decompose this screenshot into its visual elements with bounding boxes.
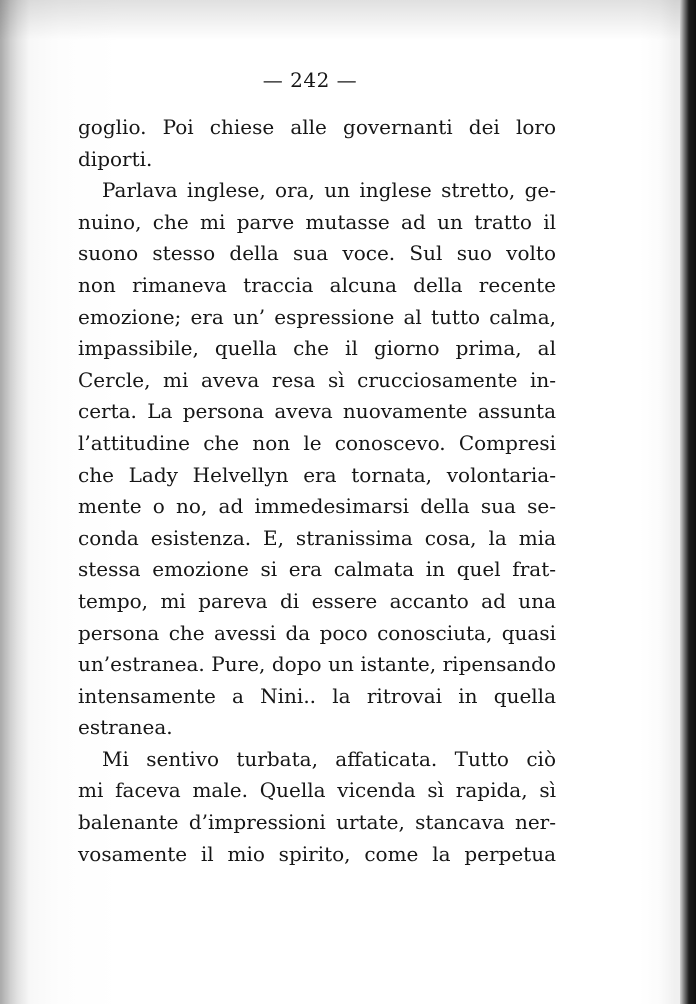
text-line: tempo, mi pareva di essere accanto ad una [78, 588, 556, 613]
text-line: non rimaneva traccia alcuna della recente [78, 272, 556, 297]
text-line: goglio. Poi chiese alle governanti dei loro [78, 115, 556, 139]
text-line: conda esistenza. E, stranissima cosa, la mia [78, 525, 556, 550]
page-top-shadow [0, 0, 696, 40]
text-line: suono stesso della sua voce. Sul suo volto [78, 241, 556, 266]
text-line: certa. La persona aveva nuovamente assunta [78, 399, 556, 424]
text-line: estranea. [78, 715, 173, 740]
page-number: — 242 — [262, 68, 358, 92]
text-line: nuino, che mi parve mutasse ad un tratto il [78, 209, 556, 234]
text-line: vosamente il mio spirito, come la perpetua [78, 841, 556, 866]
text-line: che Lady Helvellyn era tornata, volontaria- [78, 462, 556, 487]
page-right-edge [680, 0, 696, 1004]
text-line: mente o no, ad immedesimarsi della sua se- [78, 494, 556, 519]
text-line: persona che avessi da poco conosciuta, quasi [78, 620, 556, 645]
text-line: diporti. [78, 146, 153, 171]
text-line: un’estranea. Pure, dopo un istante, ripensando [78, 652, 556, 677]
text-line: emozione; era un’ espressione al tutto calma, [78, 304, 556, 329]
page-gutter-shadow [0, 0, 30, 1004]
text-line: balenante d’impressioni urtate, stancava ner- [78, 810, 556, 835]
text-line: Mi sentivo turbata, affaticata. Tutto ciò [102, 746, 556, 771]
text-line: Cercle, mi aveva resa sì crucciosamente in- [78, 367, 556, 392]
body-text [78, 112, 556, 870]
text-line: mi faceva male. Quella vicenda sì rapida, sì [78, 778, 556, 803]
text-line: l’attitudine che non le conoscevo. Compresi [78, 430, 556, 455]
text-line: impassibile, quella che il giorno prima, al [78, 336, 556, 361]
text-line: intensamente a Nini.. la ritrovai in quella [78, 683, 556, 708]
text-line: stessa emozione si era calmata in quel frat- [78, 557, 556, 582]
text-line: Parlava inglese, ora, un inglese stretto, ge- [102, 178, 556, 203]
